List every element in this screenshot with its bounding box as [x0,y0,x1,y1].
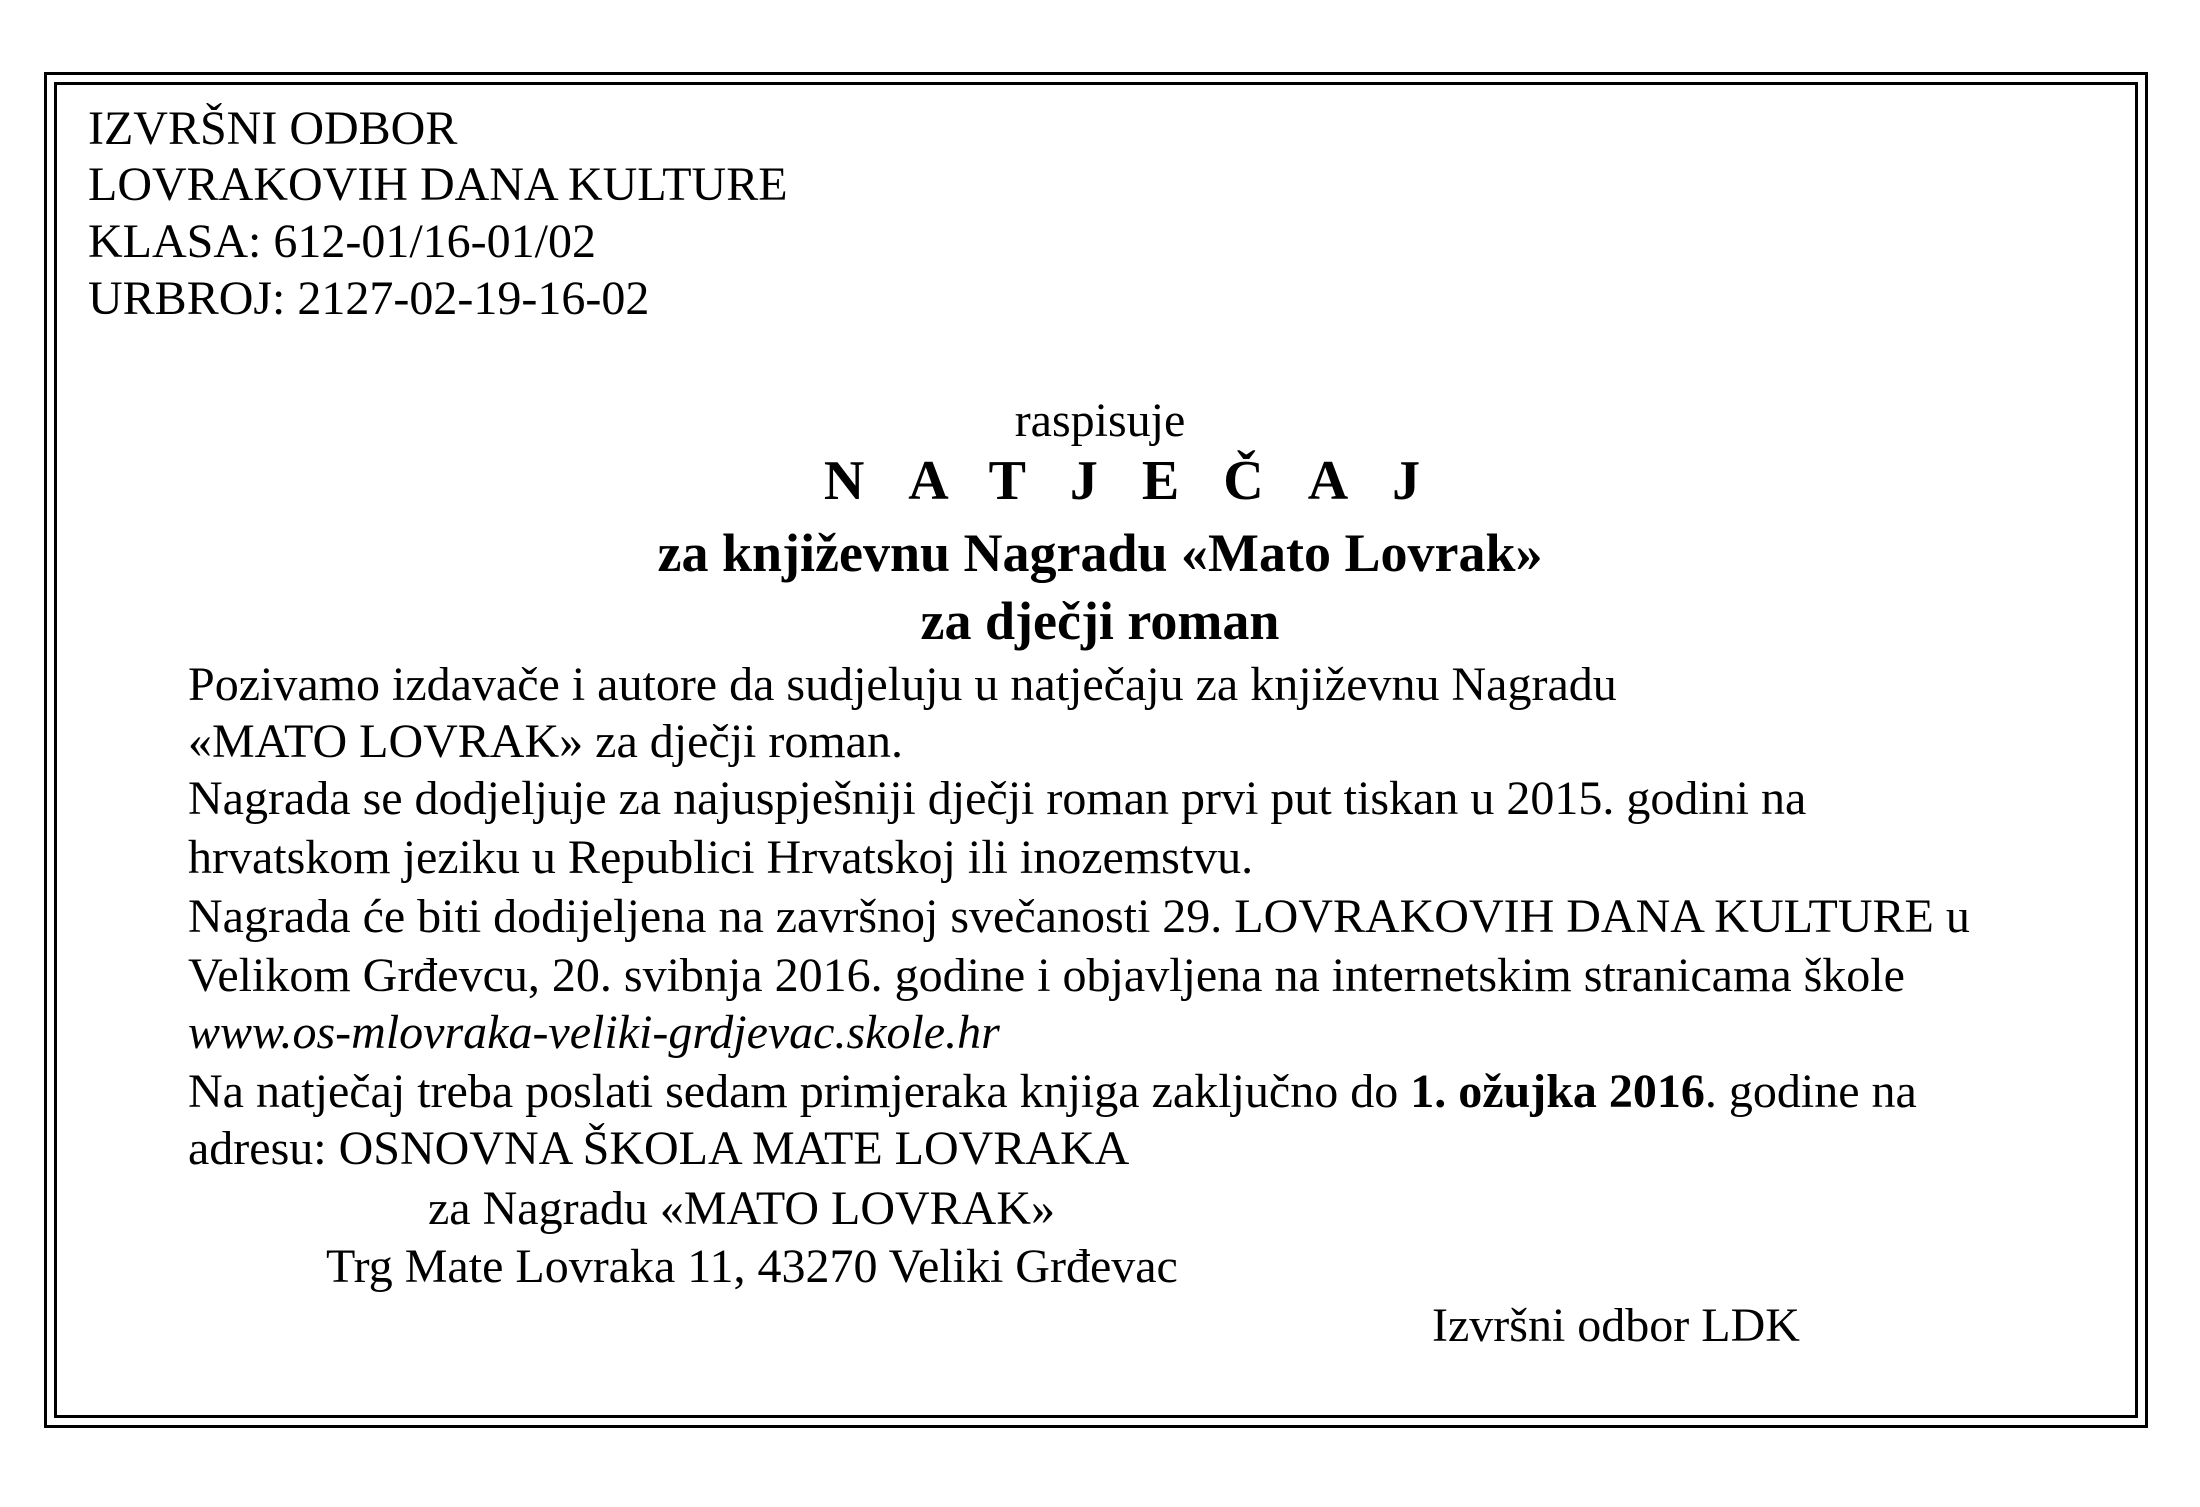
address-award-line: za Nagradu «MATO LOVRAK» [428,1182,1055,1235]
signature: Izvršni odbor LDK [1432,1299,1800,1352]
body-paragraph-2-line-1: Nagrada se dodjeljuje za najuspješniji dječji roman prvi put tiskan u 2015. godini na [188,772,1807,825]
deadline-date: 1. ožujka 2016 [1410,1065,1705,1118]
announcement-subtitle-award: za književnu Nagradu «Mato Lovrak» [657,523,1543,583]
header-organization-name: LOVRAKOVIH DANA KULTURE [88,158,788,211]
deadline-text-before: Na natječaj treba poslati sedam primjeraka knjiga zaključno do [188,1065,1411,1118]
body-paragraph-2-line-2: hrvatskom jeziku u Republici Hrvatskoj ili inozemstvu. [188,831,1254,884]
body-paragraph-3-line-1: Nagrada će biti dodijeljena na završnoj svečanosti 29. LOVRAKOVIH DANA KULTURE u [188,890,1970,943]
header-klasa: KLASA: 612-01/16-01/02 [88,215,596,268]
header-urbroj: URBROJ: 2127-02-19-16-02 [88,272,650,325]
announcement-subtitle-category: za dječji roman [920,591,1280,651]
header-organization: IZVRŠNI ODBOR [88,102,458,155]
body-paragraph-1-line-2: «MATO LOVRAK» za dječji roman. [188,715,903,768]
address-street-line: Trg Mate Lovraka 11, 43270 Veliki Grđevac [326,1240,1178,1293]
announcement-intro: raspisuje [1014,394,1186,447]
deadline-text-after: . godine na [1704,1065,1917,1118]
body-paragraph-1-line-1: Pozivamo izdavače i autore da sudjeluju u natječaju za književnu Nagradu [188,658,1617,711]
announcement-title: NATJEČAJ [823,450,1465,512]
website-link[interactable]: www.os-mlovraka-veliki-grdjevac.skole.hr [188,1006,1000,1059]
body-paragraph-3-line-2: Velikom Grđevcu, 20. svibnja 2016. godine i objavljena na internetskim stranicama škole [188,949,1905,1002]
body-paragraph-4-line-1 [188,1063,1917,1121]
body-paragraph-4-line-2: adresu: OSNOVNA ŠKOLA MATE LOVRAKA [188,1122,1130,1175]
